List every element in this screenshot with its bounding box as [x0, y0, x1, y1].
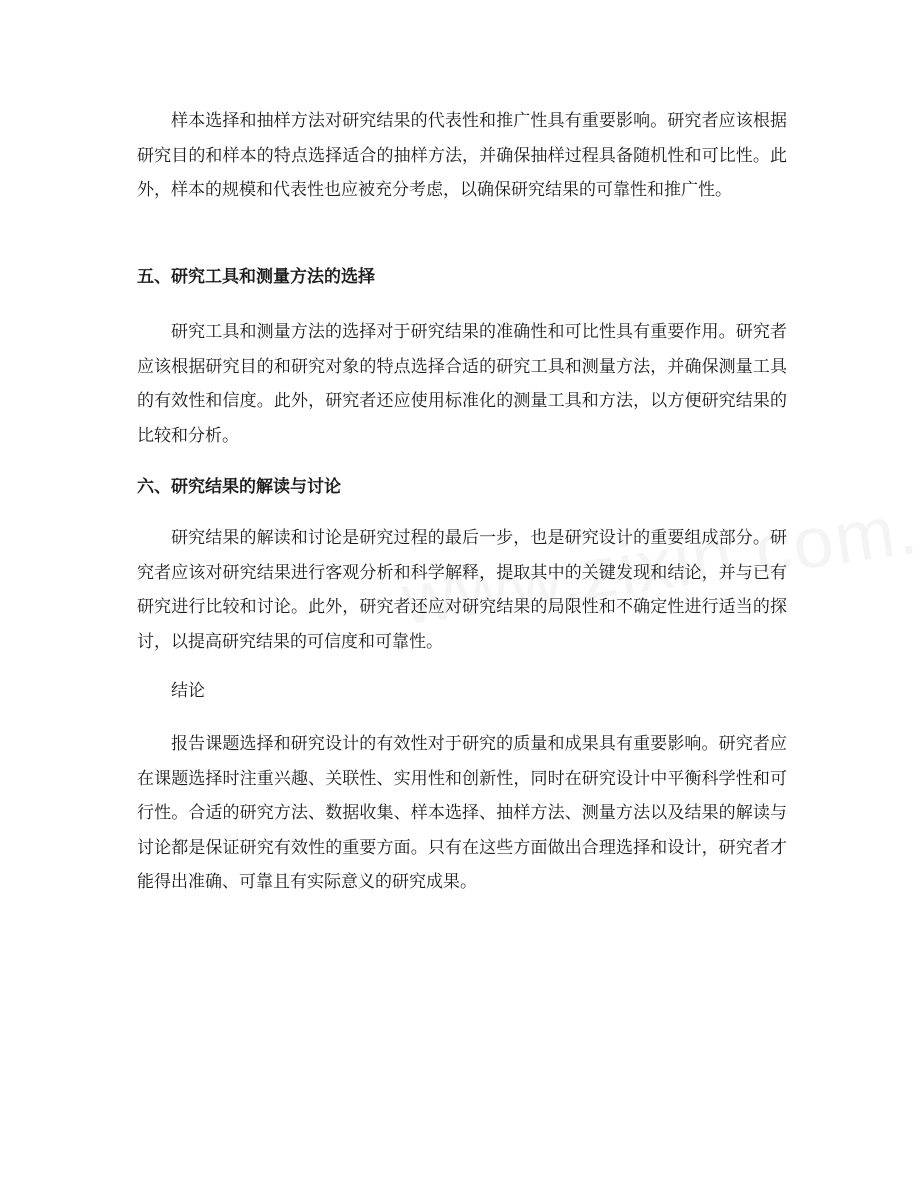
conclusion-label: 结论 [171, 681, 205, 701]
paragraph-conclusion: 报告课题选择和研究设计的有效性对于研究的质量和成果具有重要影响。研究者应在课题选择时注重兴趣、关联性、实用性和创新性，同时在研究设计中平衡科学性和可行性。合适的研究方法、数据收集、样本选择、抽样方法、测量方法以及结果的解读与讨论都是保证研究有效性的重要方面。只有在这些方面做出合理选择和设计，研究者才能得出准确、可靠且有实际意义的研究成果。 [137, 734, 787, 892]
paragraph-tools: 研究工具和测量方法的选择对于研究结果的准确性和可比性具有重要作用。研究者应该根据研究目的和研究对象的特点选择合适的研究工具和测量方法，并确保测量工具的有效性和信度。此外，研究者还应使用标准化的测量工具和方法，以方便研究结果的比较和分析。 [137, 322, 787, 446]
section-heading-6: 六、研究结果的解读与讨论 [137, 477, 341, 497]
section-heading-5: 五、研究工具和测量方法的选择 [137, 267, 375, 287]
paragraph-results: 研究结果的解读和讨论是研究过程的最后一步，也是研究设计的重要组成部分。研究者应该对研究结果进行客观分析和科学解释，提取其中的关键发现和结论，并与已有研究进行比较和讨论。此外，研究者还应对研究结果的局限性和不确定性进行适当的探讨，以提高研究结果的可信度和可靠性。 [137, 528, 787, 652]
paragraph-sampling: 样本选择和抽样方法对研究结果的代表性和推广性具有重要影响。研究者应该根据研究目的和样本的特点选择适合的抽样方法，并确保抽样过程具备随机性和可比性。此外，样本的规模和代表性也应被充分考虑，以确保研究结果的可靠性和推广性。 [137, 111, 787, 200]
